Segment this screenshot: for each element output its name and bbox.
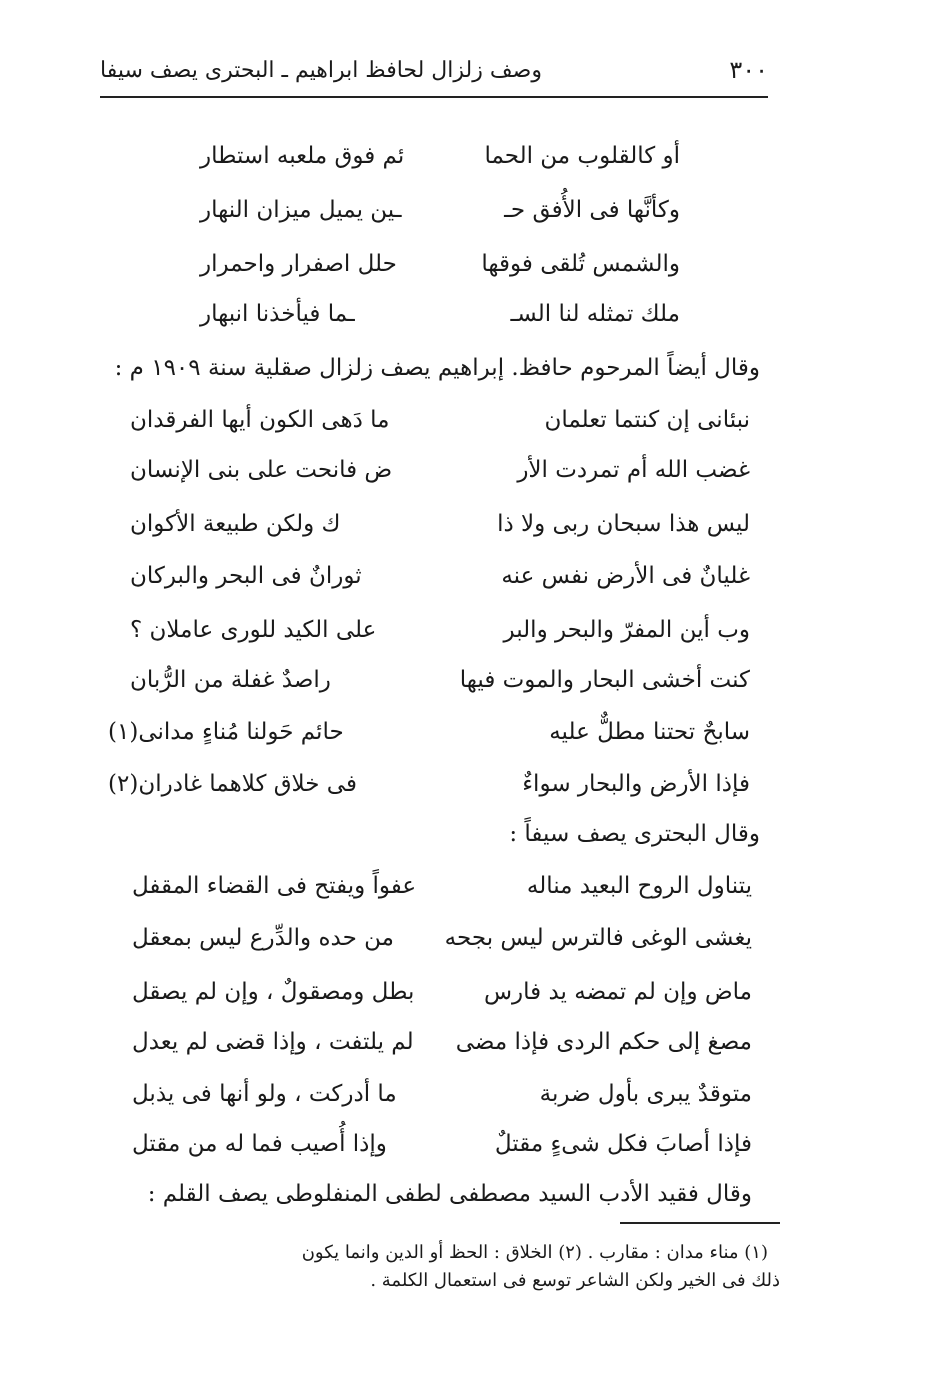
verse-line — [108, 712, 750, 752]
verse-first-hemistich: ليس هذا سبحان ربى ولا ذا — [497, 511, 750, 537]
verse-second-hemistich: ـما فيأخذنا انبهار — [200, 301, 355, 327]
verse-second-hemistich: ئم فوق ملعبه استطار — [200, 143, 405, 169]
verse-line — [132, 866, 752, 906]
verse-second-hemistich: ك ولكن طبيعة الأكوان — [130, 511, 341, 537]
verse-second-hemistich: وإذا أُصيب فما له من مقتل — [132, 1131, 387, 1157]
verse-line — [108, 764, 750, 804]
verse-first-hemistich: والشمس تُلقى فوقها — [481, 251, 680, 277]
verse-second-hemistich: فى خلاق كلاهما غادران(٢) — [108, 771, 357, 797]
verse-line — [132, 1124, 752, 1164]
intro-paragraph: وقال البحترى يصف سيفاً : — [509, 821, 760, 847]
verse-first-hemistich: نبئانى إن كنتما تعلمان — [544, 407, 750, 433]
verse-second-hemistich: من حده والدِّرع ليس بمعقل — [132, 925, 394, 951]
verse-first-hemistich: ملك تمثله لنا السـ — [510, 301, 680, 327]
verse-second-hemistich: حائم حَولنا مُناءٍ مدانى(١) — [108, 719, 344, 745]
verse-line — [200, 136, 680, 176]
verse-first-hemistich: يغشى الوغى فالترس ليس بجحه — [444, 925, 752, 951]
verse-first-hemistich: ماض وإن لم تمضه يد فارس — [483, 979, 752, 1005]
verse-second-hemistich: بطل ومصقولٌ ، وإن لم يصقل — [132, 979, 415, 1005]
verse-first-hemistich: يتناول الروح البعيد مناله — [526, 873, 752, 899]
verse-first-hemistich: وب أين المفرّ والبحر والبر — [503, 617, 750, 643]
intro-paragraph: وقال أيضاً المرحوم حافظ. إبراهيم يصف زلزال صقلية سنة ١٩٠٩ م : — [114, 355, 760, 381]
footnote-line: ذلك فى الخير ولكن الشاعر توسع فى استعمال الكلمة . — [370, 1270, 780, 1291]
verse-first-hemistich: مصغ إلى حكم الردى فإذا مضى — [455, 1029, 752, 1055]
verse-line — [132, 972, 752, 1012]
footnote-line: (١) مناء مدان : مقارب . (٢) الخلاق : الحظ أو الدين وانما يكون — [301, 1242, 768, 1263]
verse-line — [130, 556, 750, 596]
verse-line — [200, 294, 680, 334]
verse-second-hemistich: حلل اصفرار واحمرار — [200, 251, 397, 277]
page-header — [100, 52, 768, 88]
verse-line — [130, 450, 750, 490]
verse-first-hemistich: فإذا أصابَ فكل شىءٍ مقتلٌ — [494, 1131, 752, 1157]
verse-first-hemistich: أو كالقلوب من الحما — [484, 143, 680, 169]
running-title: وصف زلزال لحافظ ابراهيم ـ البحترى يصف سيفا — [100, 57, 542, 83]
verse-second-hemistich: عفواً ويفتح فى القضاء المقفل — [132, 873, 417, 899]
header-rule — [100, 96, 768, 98]
verse-second-hemistich: على الكيد للورى عاملان ؟ — [130, 617, 377, 643]
verse-line — [130, 610, 750, 650]
verse-second-hemistich: ما أدركت ، ولو أنها فى يذبل — [132, 1081, 397, 1107]
verse-first-hemistich: غضب الله أم تمردت الأر — [517, 457, 750, 483]
verse-first-hemistich: متوقدٌ يبرى بأول ضربة — [539, 1081, 752, 1107]
verse-line — [130, 400, 750, 440]
verse-line — [200, 190, 680, 230]
verse-first-hemistich: سابحٌ تحتنا مطلٌّ عليه — [549, 719, 750, 745]
verse-line — [132, 918, 752, 958]
footnote-rule — [620, 1222, 780, 1224]
page-number: ٣٠٠ — [729, 56, 768, 84]
verse-second-hemistich: ثورانٌ فى البحر والبركان — [130, 563, 362, 589]
verse-line — [132, 1022, 752, 1062]
verse-line — [132, 1074, 752, 1114]
verse-line — [130, 504, 750, 544]
verse-second-hemistich: ض فانحت على بنى الإنسان — [130, 457, 393, 483]
verse-first-hemistich: كنت أخشى البحار والموت فيها — [459, 667, 750, 693]
verse-line — [200, 244, 680, 284]
verse-first-hemistich: وكأنَّها فى الأُفق حـ — [504, 197, 680, 223]
verse-line — [130, 660, 750, 700]
verse-first-hemistich: غليانٌ فى الأرض نفس عنه — [501, 563, 750, 589]
verse-second-hemistich: لم يلتفت ، وإذا قضى لم يعدل — [132, 1029, 414, 1055]
verse-second-hemistich: ـين يميل ميزان النهار — [200, 197, 402, 223]
verse-first-hemistich: فإذا الأرض والبحار سواءٌ — [522, 771, 750, 797]
verse-second-hemistich: ما دَهى الكون أيها الفرقدان — [130, 407, 390, 433]
verse-second-hemistich: راصدٌ غفلة من الرُّبان — [130, 667, 331, 693]
intro-paragraph: وقال فقيد الأدب السيد مصطفى لطفى المنفلوطى يصف القلم : — [147, 1181, 752, 1207]
